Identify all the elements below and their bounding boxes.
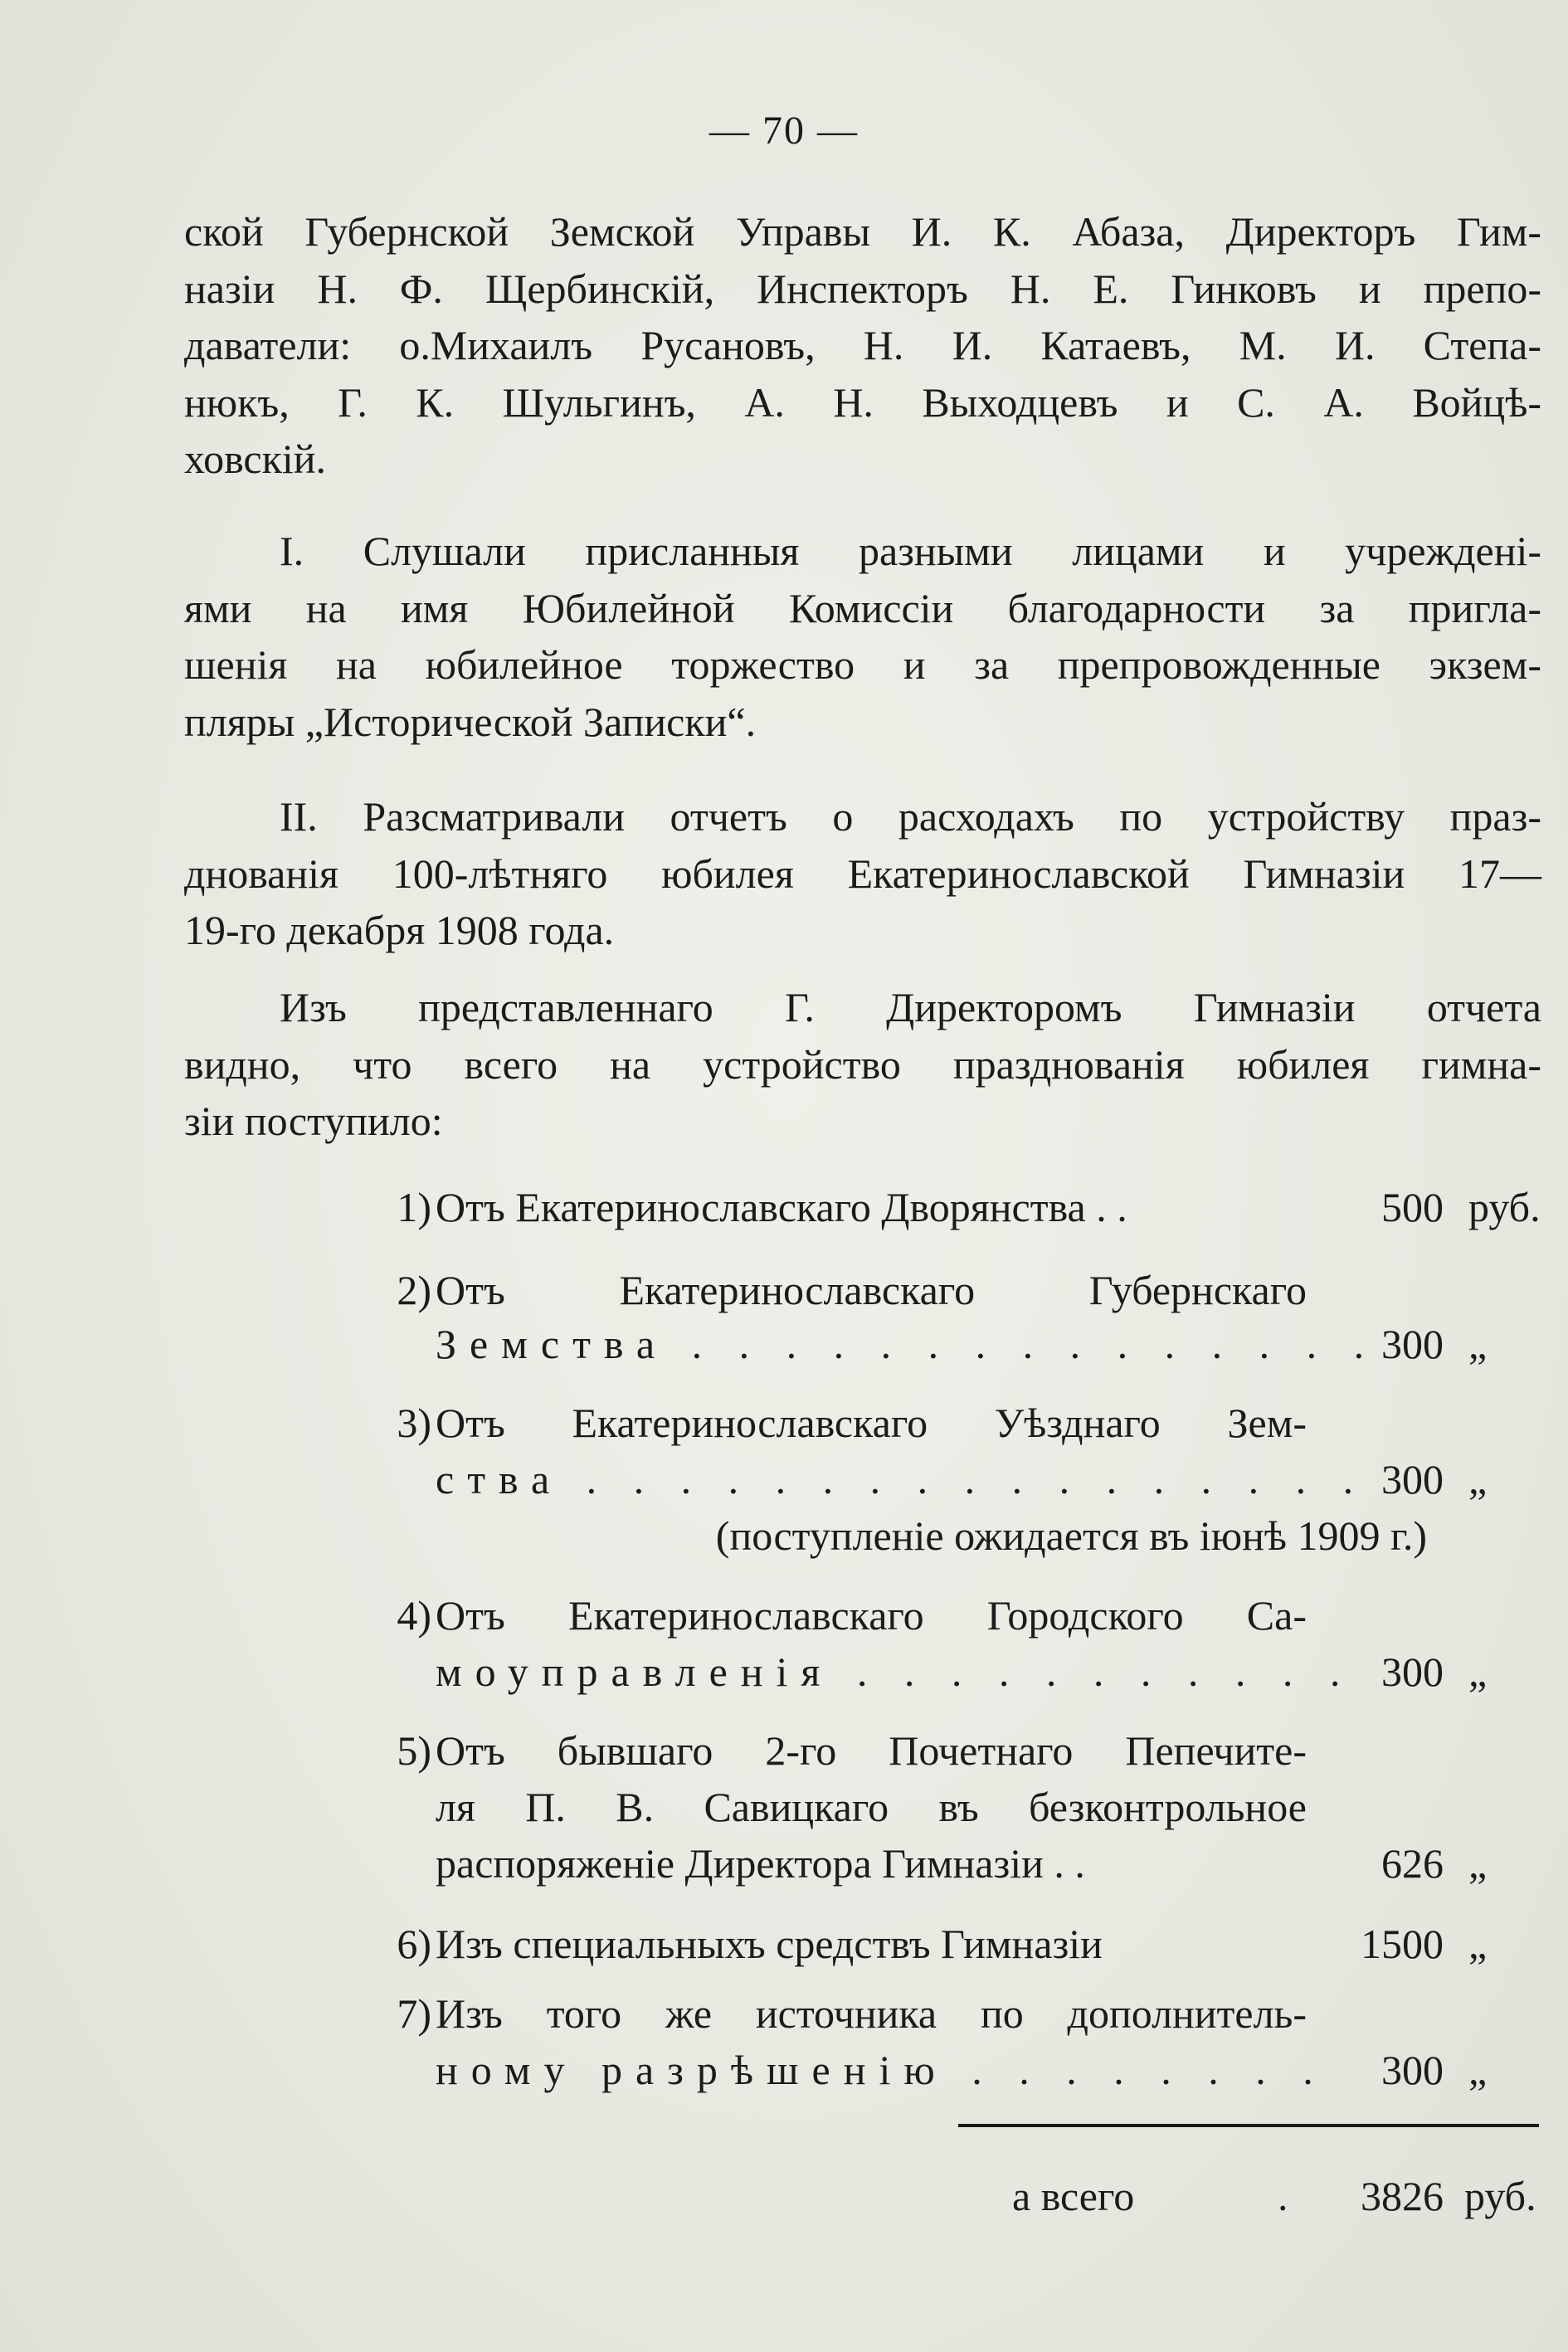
item-text: Земства . . . . . . . . . . . . . . . (436, 1321, 1378, 1367)
text-line: шенія на юбилейное торжество и за препровожденные экзем- (184, 641, 1541, 688)
text-line: ховскій. (184, 436, 327, 482)
item-unit: руб. (1468, 1184, 1541, 1230)
item-text: Отъ бывшаго 2-го Почетнаго Пепечите- (436, 1727, 1307, 1774)
item-text: Изъ того же источника по дополнитель- (436, 1990, 1307, 2037)
item-number: 6) (397, 1921, 431, 1967)
item-number: 1) (397, 1184, 431, 1230)
text-line: I. Слушали присланныя разными лицами и учрежденi- (280, 528, 1541, 574)
text-line: даватели: о.Михаилъ Русановъ, Н. И. Катаевъ, М. И. Степа- (184, 322, 1541, 368)
item-amount: 1500 (1361, 1921, 1444, 1967)
total-amount: 3826 (1361, 2173, 1444, 2219)
item-text: Отъ Екатеринославскаго Городского Са- (436, 1592, 1307, 1639)
item-text: ства . . . . . . . . . . . . . . . . . (436, 1456, 1367, 1502)
item-number: 5) (397, 1727, 431, 1774)
item-number: 2) (397, 1267, 431, 1313)
item-text: распоряженіе Директора Гимназіи . . (436, 1840, 1085, 1887)
item-number: 4) (397, 1592, 431, 1639)
total-unit: руб. (1464, 2173, 1536, 2219)
page-number: — 70 — (709, 109, 859, 153)
item-text: ля П. В. Савицкаго въ безконтрольное (436, 1784, 1307, 1830)
item-text: ному разрѣшенію . . . . . . . . (436, 2047, 1327, 2093)
text-line: видно, что всего на устройство празднованія юбилея гимна- (184, 1040, 1541, 1088)
text-line: назіи Н. Ф. Щербинскій, Инспекторъ Н. Е. Гинковъ и препо- (184, 265, 1541, 312)
item-text: Отъ Екатеринославскаго Дворянства . . (436, 1184, 1127, 1230)
item-text: Изъ специальныхъ средствъ Гимназіи (436, 1921, 1103, 1967)
item-amount: 500 (1381, 1184, 1444, 1230)
text-line: ской Губернской Земской Управы И. К. Абаза, Директоръ Гим- (184, 208, 1541, 255)
item-unit: „ (1468, 1840, 1488, 1887)
item-text: моуправленія . . . . . . . . . . . (436, 1648, 1354, 1695)
text-line: нюкъ, Г. К. Шульгинъ, А. Н. Выходцевъ и С. А. Войцѣ- (184, 378, 1541, 426)
text-line: зіи поступило: (184, 1098, 443, 1144)
total-rule (958, 2124, 1539, 2127)
text-line: пляры „Исторической Записки“. (184, 698, 757, 745)
item-note: (поступленіе ожидается въ іюнѣ 1909 г.) (715, 1512, 1427, 1559)
item-amount: 300 (1381, 2047, 1444, 2093)
item-amount: 626 (1381, 1840, 1444, 1887)
text-line: II. Разсматривали отчетъ о расходахъ по устройству праз- (280, 793, 1541, 840)
item-amount: 300 (1381, 1321, 1444, 1367)
item-unit: „ (1468, 1648, 1488, 1695)
total-label: а всего (1012, 2173, 1135, 2219)
item-unit: „ (1468, 1321, 1488, 1367)
text-line: днованія 100-лѣтняго юбилея Екатеринославской Гимназіи 17— (184, 850, 1541, 897)
item-number: 3) (397, 1400, 431, 1446)
text-line: Изъ представленнаго Г. Директоромъ Гимназіи отчета (280, 984, 1541, 1030)
item-unit: „ (1468, 2047, 1488, 2093)
item-text: Отъ Екатеринославскаго Уѣзднаго Зем- (436, 1400, 1307, 1446)
total-leader-dot: . (1278, 2173, 1288, 2219)
item-unit: „ (1468, 1456, 1488, 1502)
item-amount: 300 (1381, 1648, 1444, 1695)
item-unit: „ (1468, 1921, 1488, 1967)
text-line: ями на имя Юбилейной Комиссіи благодарности за пригла- (184, 584, 1541, 631)
item-amount: 300 (1381, 1456, 1444, 1502)
text-line: 19-го декабря 1908 года. (184, 907, 615, 953)
item-number: 7) (397, 1990, 431, 2037)
item-text: Отъ Екатеринославскаго Губернскаго (436, 1267, 1307, 1313)
